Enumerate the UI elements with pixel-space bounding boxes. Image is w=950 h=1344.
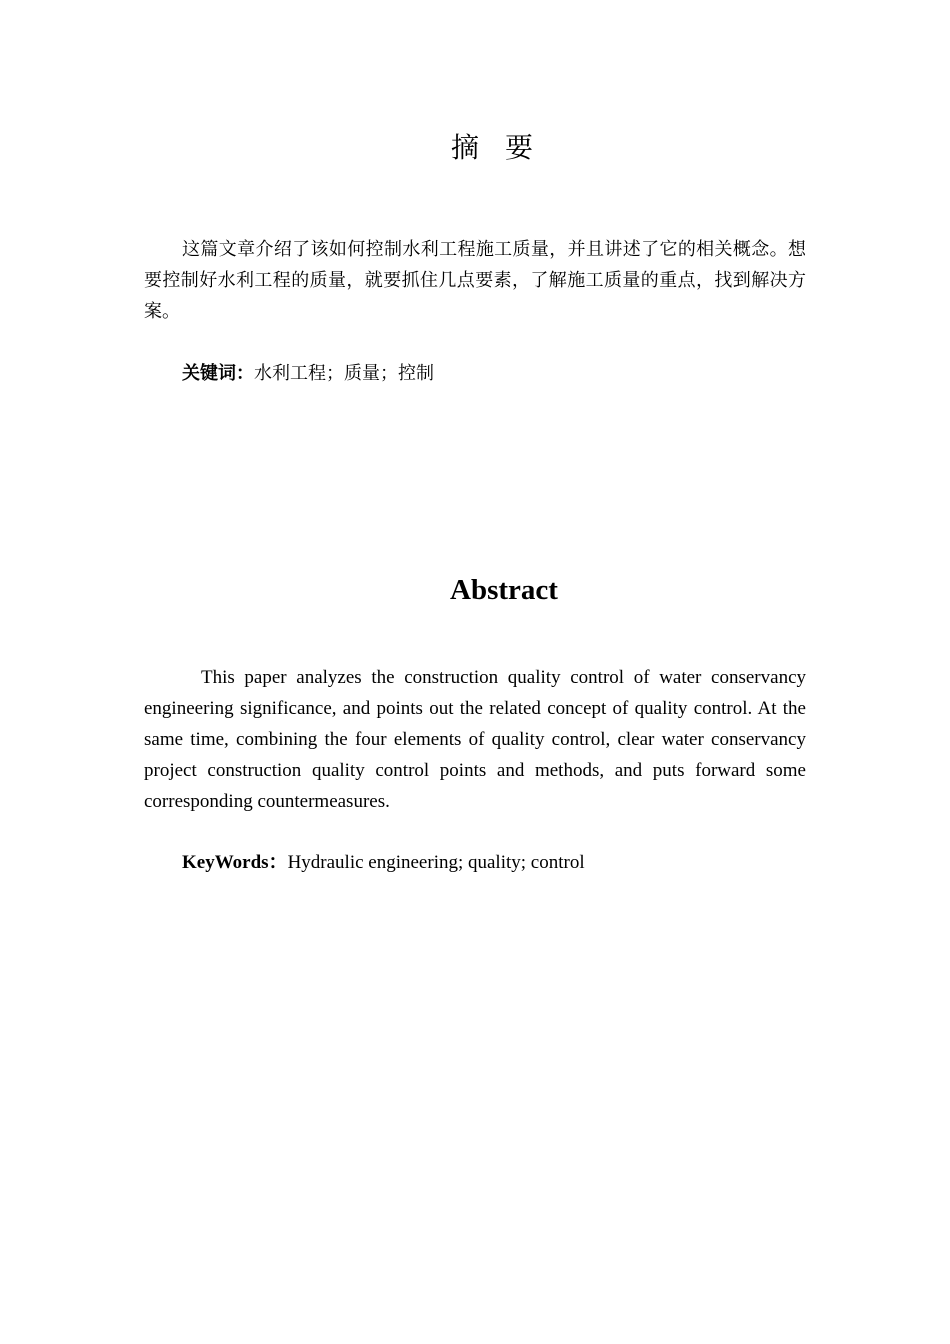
- english-keywords-value: Hydraulic engineering; quality; control: [287, 852, 585, 873]
- chinese-keywords-label: 关键词：: [182, 363, 254, 384]
- english-keywords-label: KeyWords：: [182, 852, 288, 873]
- chinese-keywords-value: 水利工程；质量；控制: [254, 363, 434, 384]
- chinese-abstract-body: 这篇文章介绍了该如何控制水利工程施工质量，并且讲述了它的相关概念。想要控制好水利工程的质量，就要抓住几点要素，了解施工质量的重点，找到解决方案。: [144, 239, 806, 322]
- chinese-abstract-title: 摘要: [450, 131, 559, 164]
- english-keywords: [182, 847, 585, 878]
- chinese-keywords: [182, 358, 434, 389]
- english-abstract-title: Abstract: [450, 574, 558, 606]
- english-abstract-body: This paper analyzes the construction quality control of water conservancy engineering significance, and points out the related concept of quality control. At the same time, combining the four elements of quality control, clear water conservancy project construction quality control points and methods, and puts forward some corresponding countermeasures.: [144, 667, 806, 812]
